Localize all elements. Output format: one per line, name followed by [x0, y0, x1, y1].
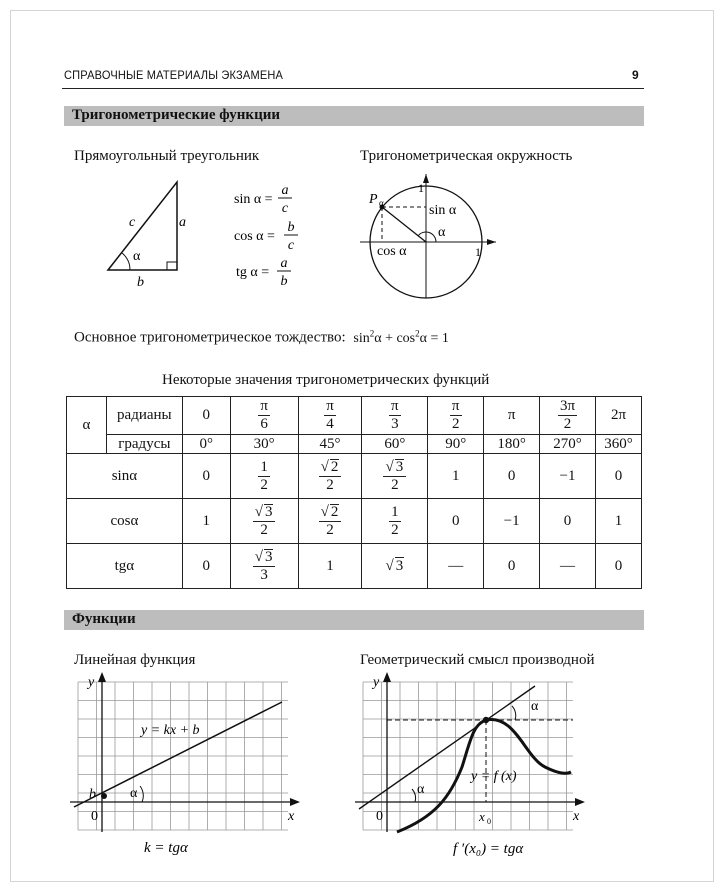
tg-den: b: [280, 274, 288, 289]
row-cos: [67, 499, 642, 544]
degrees-cell: 180°: [484, 435, 540, 454]
circle-sin-label: sin α: [429, 203, 457, 218]
derivative-x0: x: [479, 809, 485, 824]
value-cell: 0: [595, 544, 641, 589]
derivative-formula: f ′(x₀) = tgα: [453, 841, 524, 857]
row-degrees: [67, 435, 642, 454]
identity-cos-exp: 2: [415, 328, 420, 338]
cos-den: c: [287, 238, 295, 253]
sin-lhs: sin α =: [234, 192, 273, 207]
value-cell: 0: [428, 499, 484, 544]
section-bar-trig: [64, 106, 644, 126]
value-cell: −1: [540, 454, 596, 499]
degrees-cell: 60°: [362, 435, 428, 454]
cos-num: b: [287, 220, 295, 235]
value-cell: $\frac{1}{2}$: [230, 454, 298, 499]
linear-angle: α: [130, 786, 138, 801]
triangle-angle: α: [133, 249, 141, 264]
value-cell: 1: [298, 544, 362, 589]
caption-derivative: Геометрический смысл производной: [360, 652, 595, 668]
value-cell: 0: [182, 454, 230, 499]
value-cell: 0: [182, 544, 230, 589]
cos-lhs: cos α =: [234, 229, 275, 244]
header-rule: [62, 88, 644, 89]
derivative-x-axis: x: [573, 809, 580, 824]
caption-trig-circle: Тригонометрическая окружность: [360, 148, 573, 164]
row-label-sin: sinα: [67, 454, 183, 499]
derivative-y-axis: y: [373, 675, 380, 690]
linear-origin: 0: [91, 809, 98, 824]
identity-sin-exp: 2: [369, 328, 375, 338]
derivative-angle-right: α: [531, 699, 539, 714]
identity-sin: sin: [353, 330, 370, 346]
identity-formula: [353, 328, 449, 346]
radians-label: радианы: [106, 397, 182, 435]
row-radians: [67, 397, 642, 435]
caption-right-triangle: Прямоугольный треугольник: [74, 148, 260, 164]
triangle-side-c: c: [129, 215, 136, 230]
circle-one-right: 1: [475, 245, 481, 259]
linear-function-graph: [70, 672, 302, 862]
right-triangle-figure: [100, 174, 200, 294]
linear-grid: [78, 682, 288, 830]
degrees-cell: 30°: [230, 435, 298, 454]
degrees-cell: 90°: [428, 435, 484, 454]
running-header: СПРАВОЧНЫЕ МАТЕРИАЛЫ ЭКЗАМЕНА: [64, 68, 284, 82]
derivative-grid: [363, 682, 573, 830]
derivative-x0-sub: 0: [487, 817, 491, 826]
section-title-functions: Функции: [72, 611, 136, 627]
value-cell: 1: [182, 499, 230, 544]
radians-cell: $\frac{\pi}{2}$: [428, 397, 484, 435]
linear-x-axis: x: [288, 809, 295, 824]
derivative-curve-label: y = f (x): [471, 769, 517, 784]
section-bar-functions: [64, 610, 644, 630]
identity-cos: α + cos: [374, 330, 416, 346]
radians-cell: $\frac{\pi}{6}$: [230, 397, 298, 435]
row-sin: [67, 454, 642, 499]
derivative-graph: [355, 672, 587, 864]
value-cell: 0: [484, 544, 540, 589]
row-tg: [67, 544, 642, 589]
circle-angle: α: [438, 225, 446, 240]
table-title: Некоторые значения тригонометрических функций: [162, 372, 490, 388]
circle-point: P: [369, 192, 378, 207]
circle-one-top: 1: [418, 181, 424, 195]
alpha-cell: α: [67, 397, 107, 454]
degrees-cell: 45°: [298, 435, 362, 454]
value-cell: $\frac{1}{2}$: [362, 499, 428, 544]
linear-formula: k = tgα: [144, 840, 188, 856]
value-cell: $\frac{√ 3}{2}$: [230, 499, 298, 544]
value-cell: $\frac{√ 3}{2}$: [362, 454, 428, 499]
value-cell: √ 3: [362, 544, 428, 589]
derivative-origin: 0: [376, 809, 383, 824]
triangle-formulas: [234, 180, 314, 290]
section-title-trig: Тригонометрические функции: [72, 107, 280, 123]
value-cell: —: [428, 544, 484, 589]
value-cell: 0: [540, 499, 596, 544]
value-cell: 1: [595, 499, 641, 544]
sin-num: a: [281, 183, 289, 198]
triangle-side-b: b: [137, 275, 144, 290]
page-number: 9: [632, 68, 639, 82]
identity-result: α = 1: [419, 330, 449, 346]
identity-line: [74, 328, 449, 347]
row-label-cos: cosα: [67, 499, 183, 544]
value-cell: 1: [428, 454, 484, 499]
linear-equation: y = kx + b: [141, 723, 200, 738]
value-cell: 0: [595, 454, 641, 499]
row-label-tg: tgα: [67, 544, 183, 589]
circle-point-sub: α: [379, 198, 384, 208]
degrees-label: градусы: [106, 435, 182, 454]
degrees-cell: 0°: [182, 435, 230, 454]
triangle-side-a: a: [179, 215, 186, 230]
derivative-angle-left: α: [417, 782, 425, 797]
radians-cell: $\frac{\pi}{3}$: [362, 397, 428, 435]
radians-cell: $\frac{3\pi}{2}$: [540, 397, 596, 435]
linear-y-axis: y: [88, 675, 95, 690]
value-cell: −1: [484, 499, 540, 544]
radians-cell: $\frac{\pi}{4}$: [298, 397, 362, 435]
radians-cell: π: [484, 397, 540, 435]
degrees-cell: 360°: [595, 435, 641, 454]
linear-intercept: b: [89, 787, 96, 802]
tg-num: a: [280, 256, 288, 271]
trig-values-table: [66, 396, 642, 589]
value-cell: $\frac{√ 2}{2}$: [298, 454, 362, 499]
sin-den: c: [281, 201, 289, 216]
radians-cell: 0: [182, 397, 230, 435]
value-cell: 0: [484, 454, 540, 499]
value-cell: —: [540, 544, 596, 589]
circle-cos-label: cos α: [377, 244, 407, 259]
value-cell: $\frac{√ 3}{3}$: [230, 544, 298, 589]
identity-text: Основное тригонометрическое тождество:: [74, 329, 346, 346]
degrees-cell: 270°: [540, 435, 596, 454]
caption-linear: Линейная функция: [74, 652, 196, 668]
tg-lhs: tg α =: [236, 265, 270, 280]
radians-cell: 2π: [595, 397, 641, 435]
value-cell: $\frac{√ 2}{2}$: [298, 499, 362, 544]
trig-circle-figure: [360, 174, 500, 304]
